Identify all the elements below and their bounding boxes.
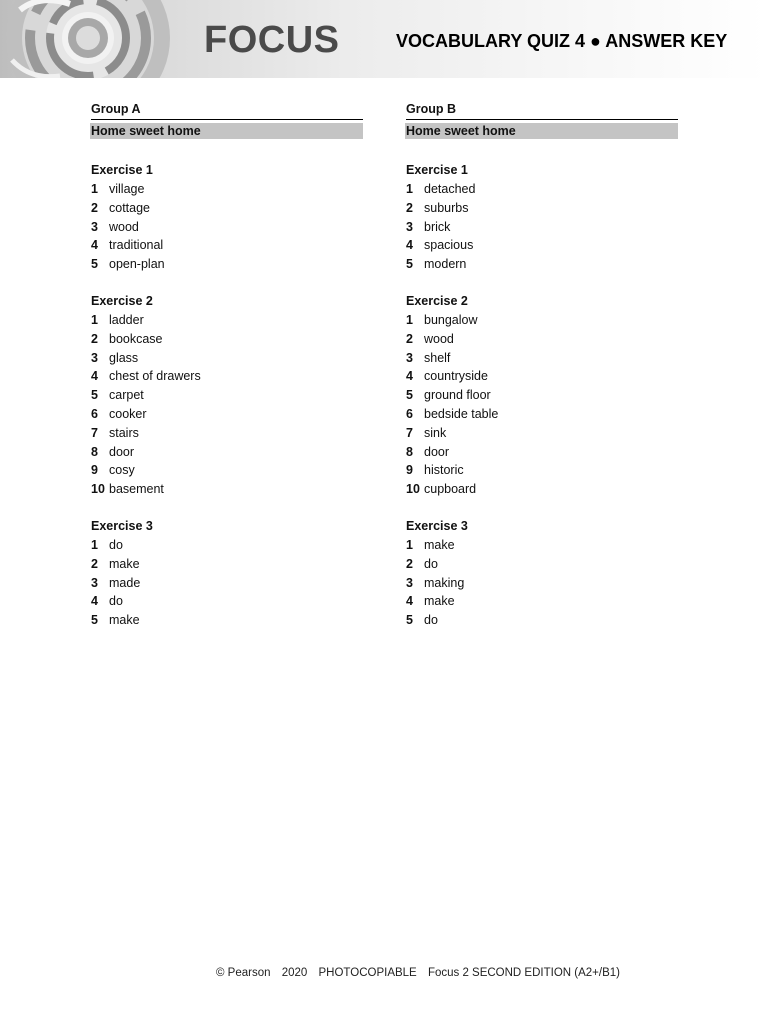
answer-number: 10 [91, 482, 105, 497]
answer-number: 5 [406, 257, 413, 272]
footer-photocopiable: PHOTOCOPIABLE [318, 967, 417, 979]
answer-text: cottage [109, 200, 151, 215]
answer-number: 4 [91, 238, 98, 253]
answer-number: 2 [406, 556, 413, 571]
answer-row [91, 555, 363, 574]
answer-number: 3 [91, 575, 98, 590]
answer-row [91, 330, 363, 349]
answer-row [406, 555, 678, 574]
group-b-column [406, 101, 678, 630]
brand-logo-text: FOCUS [204, 19, 340, 61]
exercise-title: Exercise 2 [406, 293, 468, 308]
answer-number: 6 [91, 406, 98, 421]
focus-logo-rings-icon [0, 0, 200, 78]
answer-number: 2 [91, 556, 98, 571]
page-footer [216, 965, 628, 981]
exercise-title: Exercise 3 [406, 518, 468, 533]
answer-text: do [109, 594, 123, 609]
answer-text: bookcase [109, 331, 163, 346]
exercise-block [406, 161, 678, 274]
answer-row [406, 180, 678, 199]
answer-number: 3 [406, 575, 413, 590]
answer-row [406, 386, 678, 405]
answer-row [406, 199, 678, 218]
exercise-title: Exercise 1 [91, 163, 153, 177]
answer-number: 8 [91, 444, 98, 459]
answer-number: 4 [406, 594, 413, 609]
answer-row [406, 461, 678, 480]
answer-number: 10 [406, 482, 420, 497]
answer-row [406, 255, 678, 274]
answer-text: basement [109, 482, 164, 497]
answer-row [91, 443, 363, 462]
answer-text: making [424, 575, 465, 590]
answer-text: make [109, 556, 140, 571]
answer-number: 3 [91, 350, 98, 365]
answer-number: 1 [91, 537, 98, 552]
answer-row [91, 311, 363, 330]
answer-row [406, 443, 678, 462]
answer-text: shelf [424, 350, 451, 365]
answer-number: 5 [406, 613, 413, 628]
answer-number: 3 [91, 219, 98, 234]
answer-row [406, 405, 678, 424]
answer-text: suburbs [424, 200, 469, 215]
answer-number: 3 [406, 350, 413, 365]
answer-row [91, 236, 363, 255]
answer-text: village [109, 182, 145, 196]
answer-text: do [109, 537, 123, 552]
answer-number: 7 [91, 425, 98, 440]
page-title: VOCABULARY QUIZ 4 ● ANSWER KEY [396, 31, 728, 51]
answer-row [406, 330, 678, 349]
answer-row [91, 349, 363, 368]
answer-text: made [109, 575, 141, 590]
exercise-block [406, 517, 678, 630]
answer-number: 5 [91, 388, 98, 403]
answer-text: glass [109, 350, 139, 365]
answer-text: sink [424, 425, 447, 440]
exercise-block [91, 161, 363, 274]
answer-text: modern [424, 257, 467, 272]
answer-row [406, 574, 678, 593]
answer-row [91, 424, 363, 443]
unit-title-bar: Home sweet home [90, 123, 363, 139]
answer-row [91, 180, 363, 199]
answer-number: 1 [91, 312, 98, 327]
footer-copyright: © Pearson [216, 967, 271, 979]
exercise-block [91, 292, 363, 499]
answer-text: make [424, 537, 455, 552]
exercise-title: Exercise 1 [406, 163, 468, 177]
answer-number: 5 [91, 257, 98, 272]
answer-row [91, 255, 363, 274]
answer-text: cooker [109, 406, 147, 421]
answer-row [91, 480, 363, 499]
answer-number: 4 [406, 369, 413, 384]
answer-number: 5 [91, 613, 98, 628]
answer-number: 5 [406, 388, 413, 403]
answer-row [406, 218, 678, 237]
exercise-block [91, 517, 363, 630]
page-header [0, 0, 768, 78]
exercise-block [406, 292, 678, 499]
exercise-title: Exercise 2 [91, 293, 153, 308]
answer-text: brick [424, 219, 451, 234]
answer-number: 6 [406, 406, 413, 421]
answer-number: 4 [406, 238, 413, 253]
answer-number: 8 [406, 444, 413, 459]
answer-row [91, 611, 363, 630]
answer-number: 7 [406, 425, 413, 440]
answer-number: 2 [91, 331, 98, 346]
answer-text: detached [424, 182, 476, 196]
answer-row [91, 574, 363, 593]
answer-text: spacious [424, 238, 474, 253]
answer-text: open-plan [109, 257, 165, 272]
exercise-title: Exercise 3 [91, 518, 153, 533]
group-a-column [91, 101, 363, 630]
answer-row [406, 349, 678, 368]
answer-number: 1 [406, 182, 413, 196]
answer-number: 2 [406, 200, 413, 215]
answer-text: historic [424, 463, 464, 478]
answer-text: door [109, 444, 135, 459]
answer-number: 1 [91, 182, 98, 196]
answer-text: ladder [109, 312, 144, 327]
answer-number: 4 [91, 594, 98, 609]
answer-row [406, 611, 678, 630]
answer-row [91, 405, 363, 424]
answer-text: carpet [109, 388, 144, 403]
answer-text: do [424, 556, 438, 571]
answer-row [406, 367, 678, 386]
answer-text: stairs [109, 425, 139, 440]
answer-row [91, 461, 363, 480]
answer-row [91, 367, 363, 386]
answer-text: make [424, 594, 455, 609]
answer-text: ground floor [424, 388, 491, 403]
answer-row [91, 536, 363, 555]
answer-row [91, 592, 363, 611]
group-title: Group B [406, 101, 678, 120]
answer-number: 9 [406, 463, 413, 478]
answer-number: 2 [406, 331, 413, 346]
answer-text: do [424, 613, 438, 628]
group-title: Group A [91, 101, 363, 120]
unit-title-bar: Home sweet home [405, 123, 678, 139]
answer-row [406, 536, 678, 555]
footer-edition: Focus 2 SECOND EDITION (A2+/B1) [427, 967, 620, 979]
answer-number: 2 [91, 200, 98, 215]
answer-text: chest of drawers [109, 369, 201, 384]
answer-text: traditional [109, 238, 164, 253]
answer-number: 4 [91, 369, 98, 384]
answer-text: wood [424, 331, 454, 346]
footer-year: 2020 [281, 967, 308, 979]
answer-row [406, 592, 678, 611]
answer-text: bedside table [424, 406, 499, 421]
answer-row [406, 311, 678, 330]
answer-text: cosy [109, 463, 135, 478]
answer-row [91, 218, 363, 237]
answer-text: door [424, 444, 450, 459]
answer-row [406, 480, 678, 499]
answer-text: make [109, 613, 140, 628]
answer-row [91, 199, 363, 218]
answer-text: bungalow [424, 312, 478, 327]
answer-text: wood [109, 219, 139, 234]
answer-text: cupboard [424, 482, 477, 497]
answer-number: 3 [406, 219, 413, 234]
answer-text: countryside [424, 369, 488, 384]
answer-number: 9 [91, 463, 98, 478]
answer-row [91, 386, 363, 405]
answer-row [406, 424, 678, 443]
answer-row [406, 236, 678, 255]
answer-number: 1 [406, 537, 413, 552]
answer-number: 1 [406, 312, 413, 327]
